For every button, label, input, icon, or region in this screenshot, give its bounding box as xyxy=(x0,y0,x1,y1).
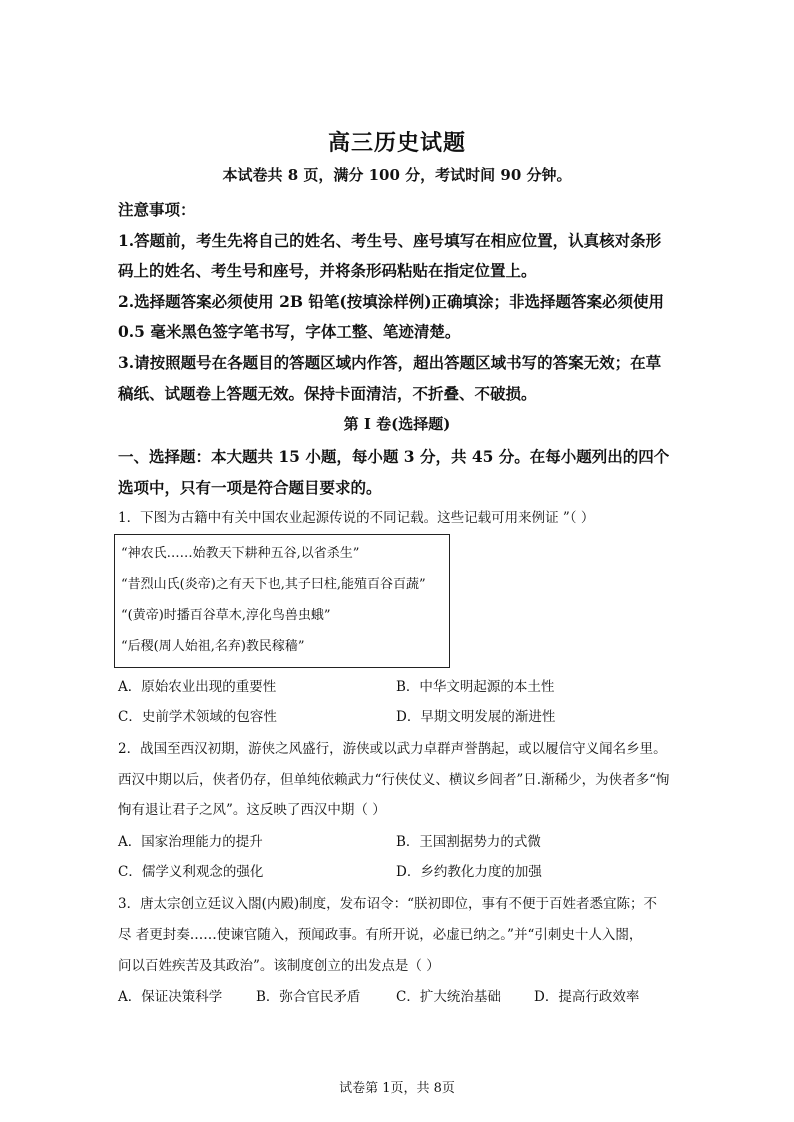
notice-heading: 注意事项： xyxy=(118,200,196,219)
option-d: D．提高行政效率 xyxy=(534,989,640,1005)
option-c: C．史前学术领域的包容性 xyxy=(118,709,277,725)
question-3-stem: 3．唐太宗创立廷议入閤(内殿)制度，发布诏令：“朕初即位，事有不便于百姓者悉宜陈；不 xyxy=(118,896,658,912)
option-a: A．国家治理能力的提升 xyxy=(118,834,263,850)
option-b: B．中华文明起源的本土性 xyxy=(396,679,555,695)
notice-line: 码上的姓名、考生号和座号，并将条形码粘贴在指定位置上。 xyxy=(118,261,537,280)
notice-line: 2.选择题答案必须使用 2B 铅笔(按填涂样例)正确填涂；非选择题答案必须使用 xyxy=(118,292,665,311)
quote-line: “神农氏……始教天下耕种五谷,以省杀生” xyxy=(121,546,360,561)
notice-line: 1.答题前，考生先将自己的姓名、考生号、座号填写在相应位置，认真核对条形 xyxy=(118,231,662,250)
option-b: B．王国割据势力的式微 xyxy=(396,834,541,850)
quote-box xyxy=(114,534,450,668)
option-a: A．原始农业出现的重要性 xyxy=(118,679,277,695)
question-3-stem: 尽 者更封奏……使谏官随入，预闻政事。有所开说，必虚已纳之。”并“引刺史十人入閤， xyxy=(118,927,643,943)
option-d: D．乡约教化力度的加强 xyxy=(396,864,542,880)
question-3-stem: 问以百姓疾苦及其政治”。该制度创立的出发点是（ ） xyxy=(118,958,440,974)
section-title: 第 I 卷(选择题) xyxy=(343,415,451,433)
notice-line: 稿纸、试题卷上答题无效。保持卡面清洁，不折叠、不破损。 xyxy=(118,384,537,403)
quote-line: “昔烈山氏(炎帝)之有天下也,其子曰柱,能殖百谷百蔬” xyxy=(121,577,426,592)
option-c: C．儒学义利观念的强化 xyxy=(118,864,264,880)
notice-line: 0.5 毫米黑色签字笔书写，字体工整、笔迹清楚。 xyxy=(118,322,461,341)
question-2-stem: 2．战国至西汉初期，游侠之风盛行，游侠或以武力卓群声誉鹊起，或以履信守义闻名乡里。 xyxy=(118,741,667,757)
exam-subtitle: 本试卷共 8 页，满分 100 分，考试时间 90 分钟。 xyxy=(222,166,572,184)
option-c: C．扩大统治基础 xyxy=(396,989,501,1005)
exam-title: 高三历史试题 xyxy=(327,130,466,156)
question-1-stem: 1．下图为古籍中有关中国农业起源传说的不同记载。这些记载可用来例证 ”（ ） xyxy=(118,510,595,526)
question-2-stem: 恂有退让君子之风”。这反映了西汉中期（ ） xyxy=(118,802,386,818)
section-instruction: 选项中，只有一项是符合题目要求的。 xyxy=(118,478,382,497)
question-2-stem: 西汉中期以后，侠者仍存，但单纯依赖武力“行侠仗义、横议乡闾者”日.渐稀少，为侠者多“恂 xyxy=(118,772,670,788)
option-a: A．保证决策科学 xyxy=(118,989,223,1005)
option-b: B．弥合官民矛盾 xyxy=(256,989,361,1005)
notice-line: 3.请按照题号在各题目的答题区域内作答，超出答题区域书写的答案无效；在草 xyxy=(118,353,662,372)
option-d: D．早期文明发展的渐进性 xyxy=(396,709,556,725)
section-instruction: 一、选择题：本大题共 15 小题，每小题 3 分，共 45 分。在每小题列出的四个 xyxy=(118,447,670,466)
quote-line: “后稷(周人始祖,名弃)教民稼穑” xyxy=(121,639,305,654)
page-footer: 试卷第 1页，共 8页 xyxy=(339,1081,455,1096)
quote-line: “(黄帝)时播百谷草木,淳化鸟兽虫蛾” xyxy=(121,608,331,623)
